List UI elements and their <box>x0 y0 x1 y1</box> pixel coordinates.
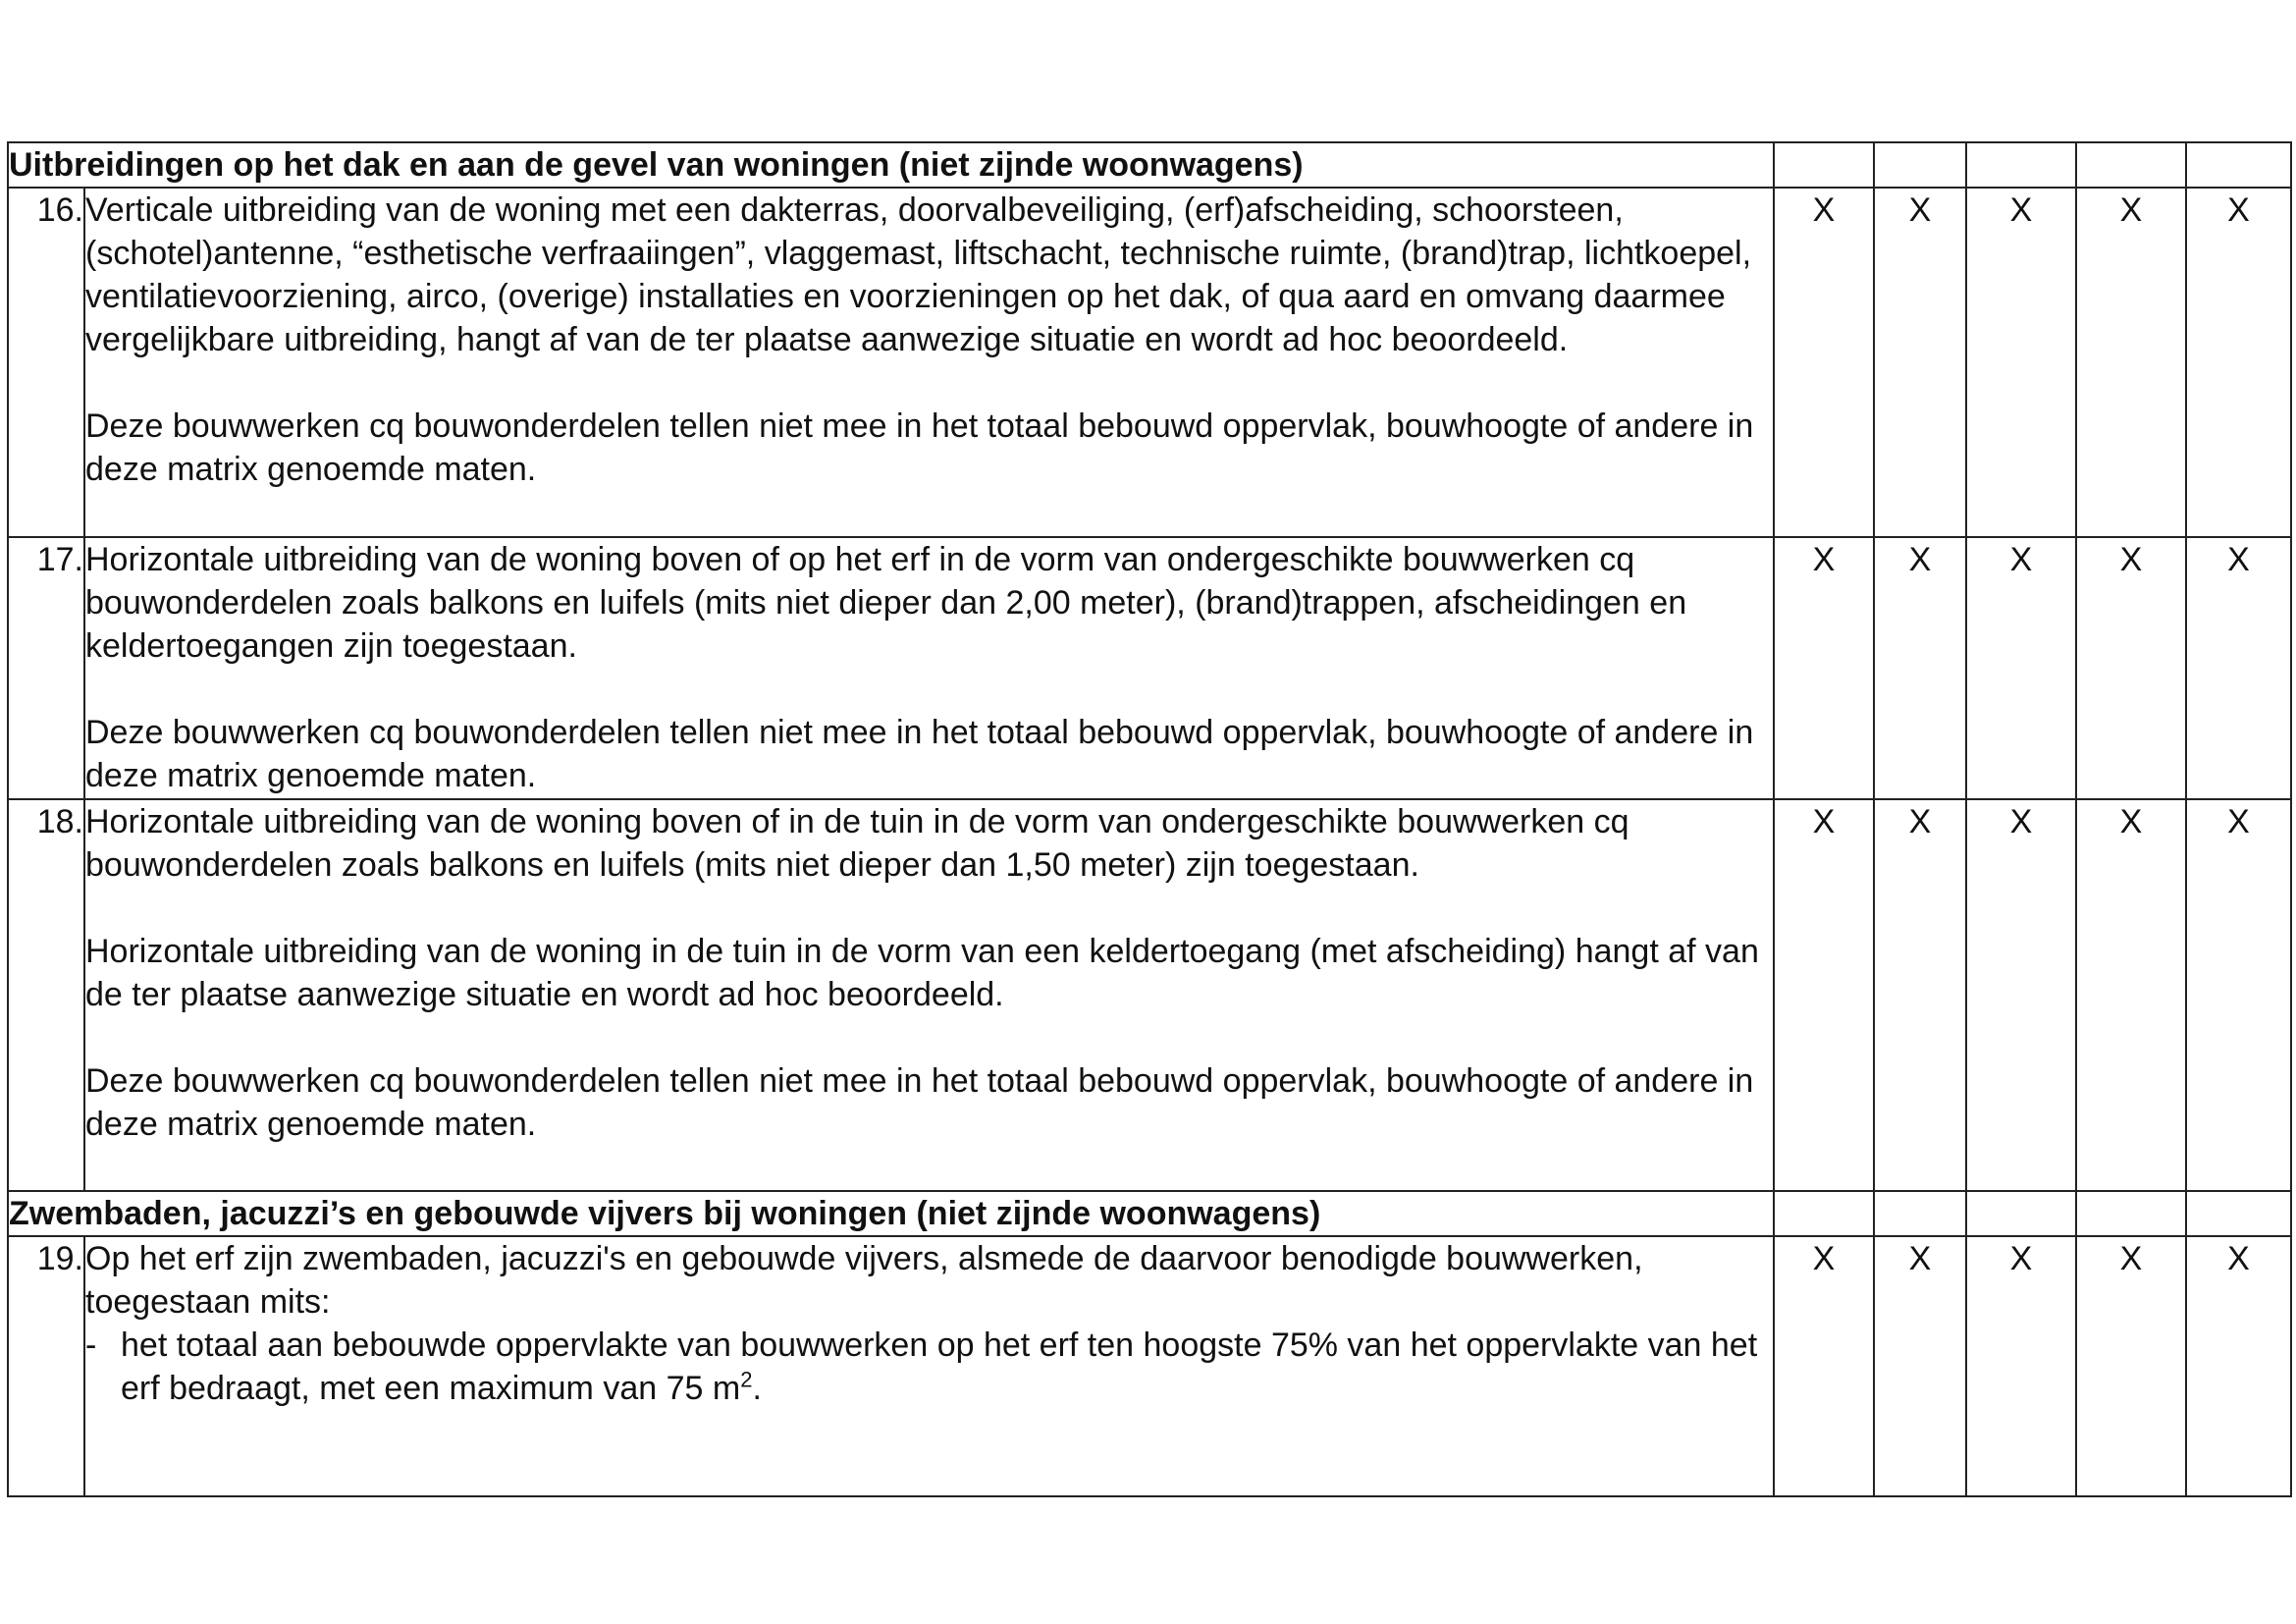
mark-cell: X <box>1774 1236 1874 1496</box>
paragraph: Deze bouwwerken cq bouwonderdelen tellen niet mee in het totaal bebouwd oppervlak, bouwhoogte of andere in deze matrix genoemde maten. <box>85 714 1754 794</box>
empty-cell <box>1874 1191 1966 1236</box>
section-title: Uitbreidingen op het dak en aan de gevel van woningen (niet zijnde woonwagens) <box>8 142 1774 188</box>
paragraph: Horizontale uitbreiding van de woning boven of in de tuin in de vorm van ondergeschikte bouwwerken cq bouwonderdelen zoals balkons en luifels (mits niet dieper dan 1,50 meter) zijn toegestaan. <box>85 803 1629 884</box>
row-text <box>84 1236 1774 1496</box>
bullet-item <box>85 1324 1773 1410</box>
row-text <box>84 188 1774 537</box>
mark-cell: X <box>2076 537 2186 799</box>
row-text <box>84 799 1774 1191</box>
mark-cell: X <box>1966 799 2076 1191</box>
mark-cell: X <box>1874 188 1966 537</box>
mark-cell: X <box>2186 1236 2291 1496</box>
mark-cell: X <box>1874 1236 1966 1496</box>
paragraph: Op het erf zijn zwembaden, jacuzzi's en gebouwde vijvers, alsmede de daarvoor benodigde bouwwerken, toegestaan mits: <box>85 1240 1643 1321</box>
mark-cell: X <box>2186 537 2291 799</box>
table-row <box>8 188 2291 537</box>
empty-cell <box>2186 1191 2291 1236</box>
matrix-table <box>7 141 2292 1497</box>
mark-cell: X <box>1774 799 1874 1191</box>
superscript: 2 <box>740 1367 753 1392</box>
section-header-row <box>8 1191 2291 1236</box>
mark-cell: X <box>2076 188 2186 537</box>
empty-cell <box>2186 142 2291 188</box>
paragraph: Deze bouwwerken cq bouwonderdelen tellen niet mee in het totaal bebouwd oppervlak, bouwhoogte of andere in deze matrix genoemde maten. <box>85 1062 1754 1143</box>
table-row <box>8 1236 2291 1496</box>
empty-cell <box>1966 1191 2076 1236</box>
row-number: 16. <box>8 188 84 537</box>
paragraph: Deze bouwwerken cq bouwonderdelen tellen niet mee in het totaal bebouwd oppervlak, bouwhoogte of andere in deze matrix genoemde maten. <box>85 407 1754 488</box>
mark-cell: X <box>1966 188 2076 537</box>
mark-cell: X <box>1966 537 2076 799</box>
row-text <box>84 537 1774 799</box>
mark-cell: X <box>1966 1236 2076 1496</box>
section-title: Zwembaden, jacuzzi’s en gebouwde vijvers bij woningen (niet zijnde woonwagens) <box>8 1191 1774 1236</box>
bullet-body: het totaal aan bebouwde oppervlakte van bouwwerken op het erf ten hoogste 75% van het oppervlakte van het erf bedraagt, met een maximum van 75 m <box>121 1326 1758 1407</box>
paragraph: Verticale uitbreiding van de woning met een dakterras, doorvalbeveiliging, (erf)afscheiding, schoorsteen, (schotel)antenne, “esthetische verfraaiingen”, vlaggemast, liftschacht, technische ruimte, (brand)trap, lichtkoepel, ventilatievoorziening, airco, (overige) installaties en voorzieningen op het dak, of qua aard en omvang daarmee vergelijkbare uitbreiding, hangt af van de ter plaatse aanwezige situatie en wordt ad hoc beoordeeld. <box>85 191 1752 358</box>
section-header-row <box>8 142 2291 188</box>
table-row <box>8 537 2291 799</box>
bullet-dash: - <box>85 1326 97 1364</box>
empty-cell <box>1966 142 2076 188</box>
empty-cell <box>2076 142 2186 188</box>
mark-cell: X <box>1774 537 1874 799</box>
mark-cell: X <box>2186 188 2291 537</box>
row-number: 18. <box>8 799 84 1191</box>
empty-cell <box>2076 1191 2186 1236</box>
bullet-end: . <box>752 1370 762 1407</box>
empty-cell <box>1874 142 1966 188</box>
mark-cell: X <box>1774 188 1874 537</box>
bullet-text <box>121 1324 1773 1410</box>
row-number: 17. <box>8 537 84 799</box>
mark-cell: X <box>2076 799 2186 1191</box>
mark-cell: X <box>2076 1236 2186 1496</box>
mark-cell: X <box>2186 799 2291 1191</box>
paragraph: Horizontale uitbreiding van de woning boven of op het erf in de vorm van ondergeschikte bouwwerken cq bouwonderdelen zoals balkons en luifels (mits niet dieper dan 2,00 meter), (brand)trappen, afscheidingen en keldertoegangen zijn toegestaan. <box>85 541 1687 665</box>
empty-cell <box>1774 142 1874 188</box>
mark-cell: X <box>1874 537 1966 799</box>
mark-cell: X <box>1874 799 1966 1191</box>
row-number: 19. <box>8 1236 84 1496</box>
paragraph: Horizontale uitbreiding van de woning in de tuin in de vorm van een keldertoegang (met afscheiding) hangt af van de ter plaatse aanwezige situatie en wordt ad hoc beoordeeld. <box>85 933 1759 1013</box>
table-row <box>8 799 2291 1191</box>
empty-cell <box>1774 1191 1874 1236</box>
